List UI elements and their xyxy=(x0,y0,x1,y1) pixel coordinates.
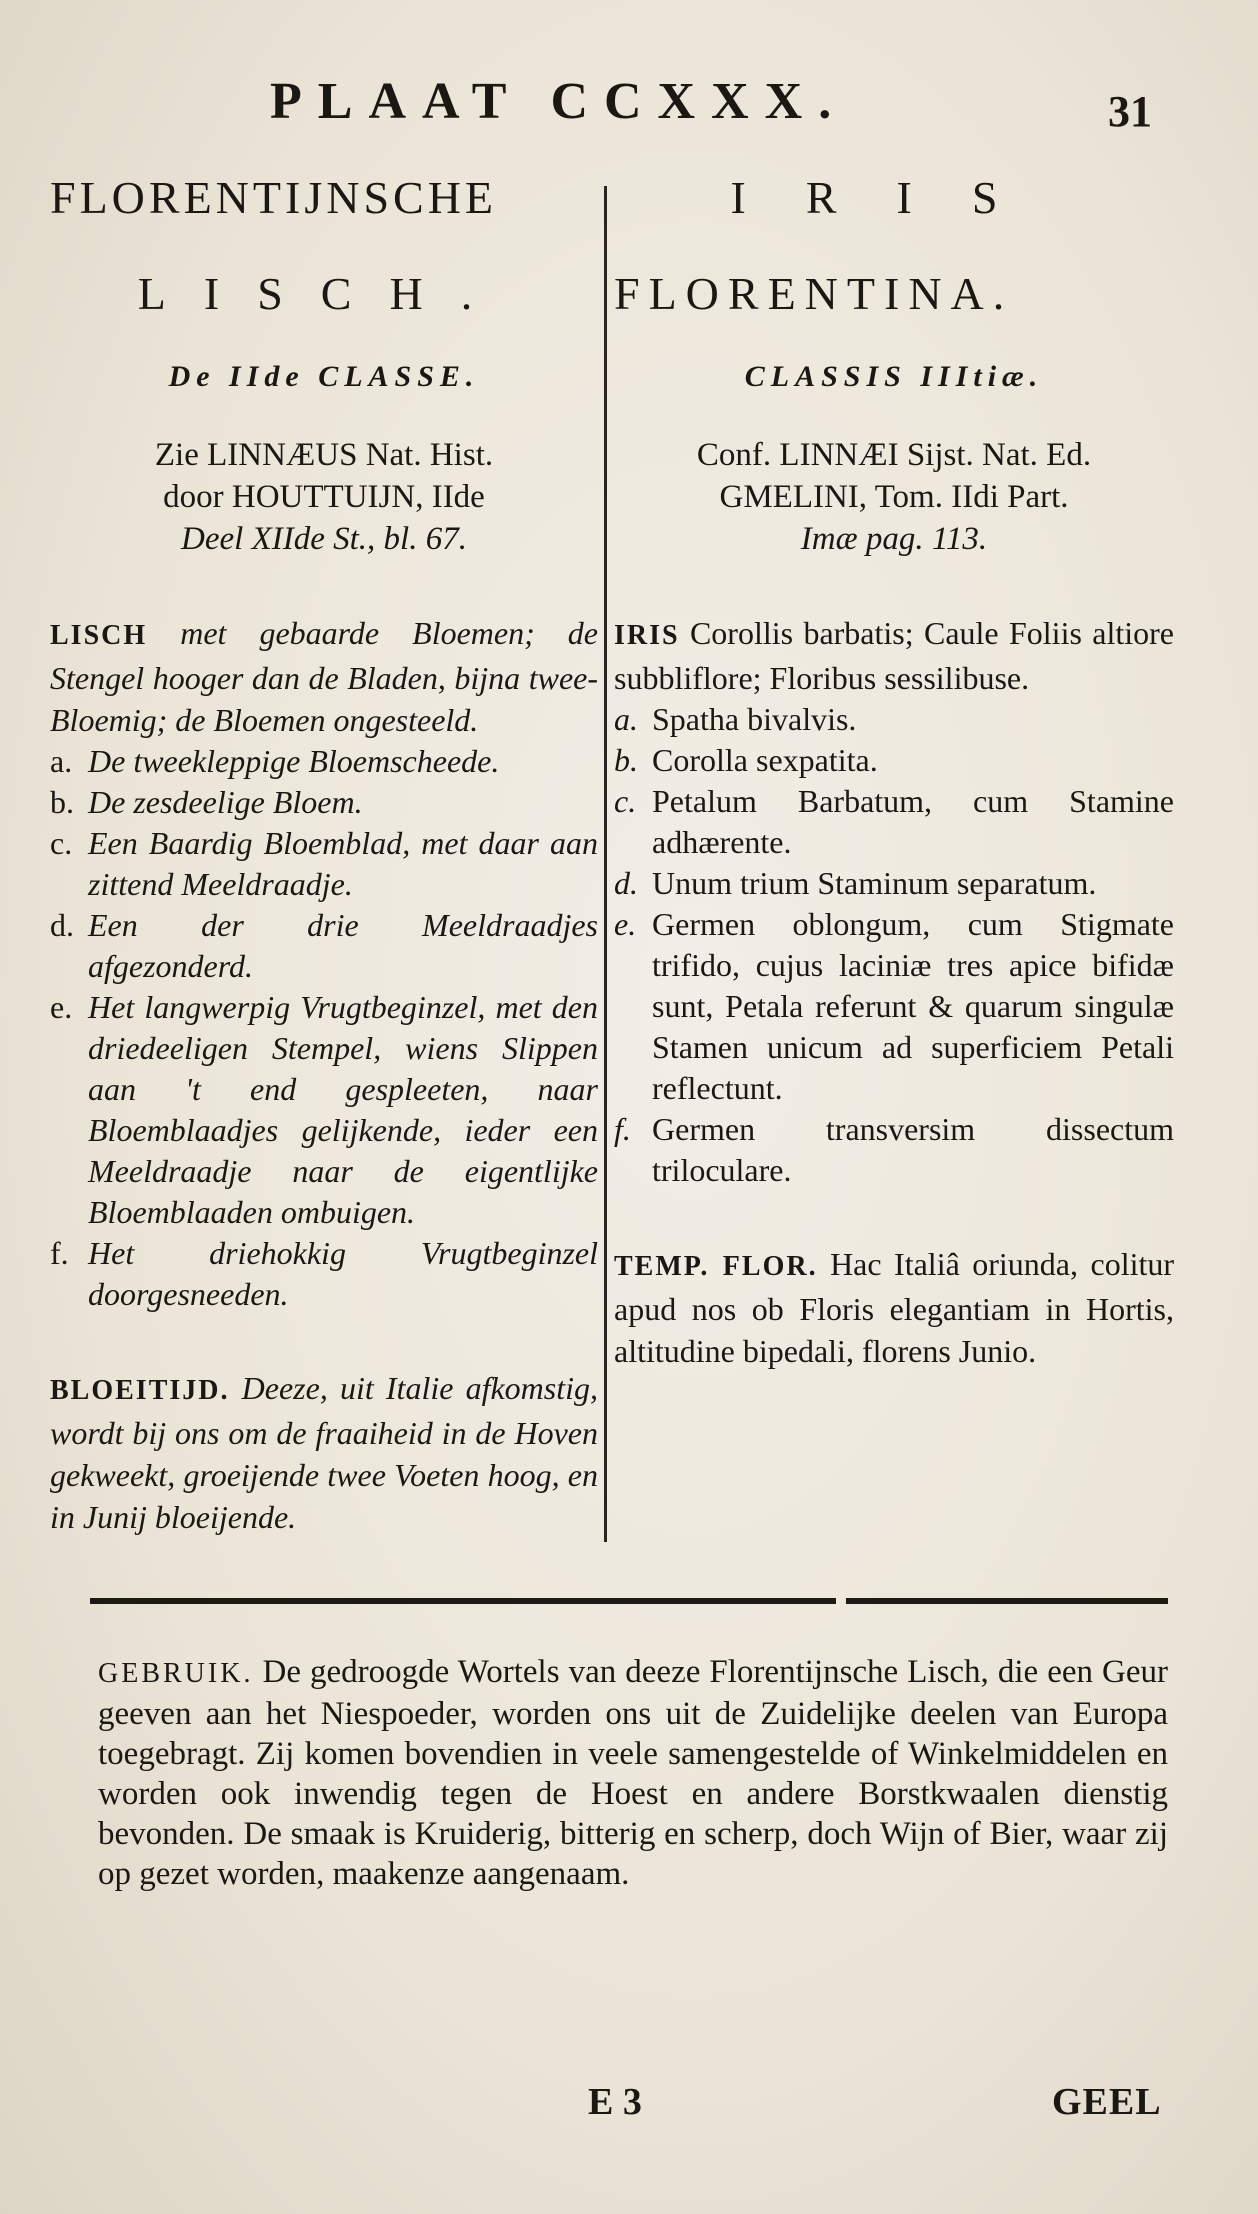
list-item xyxy=(614,1109,1174,1191)
list-item xyxy=(614,781,1174,863)
section-rule-left xyxy=(90,1598,836,1604)
dutch-flowering xyxy=(50,1367,598,1538)
latin-column xyxy=(614,150,1174,1372)
item-text: Corolla sexpatita. xyxy=(652,742,878,778)
item-letter: d. xyxy=(50,907,74,943)
dutch-column xyxy=(50,150,598,1538)
item-text: Het langwerpig Vrugtbeginzel, met den driedeeligen Stempel, wiens Slippen aan 't end gespleeten, naar Bloemblaadjes gelijkende, ieder een Meeldraadje naar de eigentlijke Bloemblaaden ombuigen. xyxy=(88,989,598,1230)
dutch-description xyxy=(50,612,598,741)
latin-ref-line2: GMELINI, Tom. IIdi Part. xyxy=(719,479,1069,515)
item-letter: b. xyxy=(614,742,638,778)
list-item xyxy=(614,740,1174,781)
latin-desc-lead: IRIS xyxy=(614,620,680,651)
column-divider xyxy=(604,186,607,1542)
latin-reference xyxy=(614,434,1174,560)
item-letter: e. xyxy=(50,989,73,1025)
list-item xyxy=(614,904,1174,1109)
latin-title-line1: IRIS xyxy=(730,172,1058,223)
item-text: De tweekleppige Bloemscheede. xyxy=(88,743,500,779)
usage-paragraph xyxy=(98,1652,1168,1894)
latin-flower-lead: TEMP. FLOR. xyxy=(614,1251,818,1282)
item-text: Unum trium Staminum separatum. xyxy=(652,865,1097,901)
item-text: Het driehokkig Vrugtbeginzel doorgesneeden. xyxy=(88,1235,598,1312)
item-letter: f. xyxy=(614,1111,631,1147)
latin-ref-line1: Conf. LINNÆI Sijst. Nat. Ed. xyxy=(696,437,1092,473)
item-text: De zesdeelige Bloem. xyxy=(88,784,363,820)
dutch-ref-line2: door HOUTTUIJN, IIde xyxy=(163,479,485,515)
item-text: Petalum Barbatum, cum Stamine adhærente. xyxy=(652,783,1174,860)
latin-description xyxy=(614,612,1174,699)
dutch-title-line1: FLORENTIJNSCHE xyxy=(50,172,498,223)
dutch-flower-lead: BLOEITIJD. xyxy=(50,1375,230,1406)
item-letter: a. xyxy=(614,701,638,737)
latin-title-line2: FLORENTINA. xyxy=(614,268,1014,319)
latin-flower-text: Hac Italiâ oriunda, colitur apud nos ob Floris elegantiam in Hortis, altitudine bipedali, florens Junio. xyxy=(614,1246,1175,1369)
dutch-ref-line3: Deel XIIde St., bl. 67. xyxy=(181,521,467,557)
item-letter: c. xyxy=(614,783,637,819)
dutch-title-line2: LISCH. xyxy=(137,268,511,319)
item-letter: c. xyxy=(50,825,73,861)
catchword: GEEL xyxy=(1052,2081,1162,2123)
dutch-ref-line1: Zie LINNÆUS Nat. Hist. xyxy=(154,437,494,473)
dutch-reference xyxy=(50,434,598,560)
dutch-desc-text: met gebaarde Bloemen; de Stengel hooger dan de Bladen, bijna twee-Bloemig; de Bloemen ongesteeld. xyxy=(50,615,599,738)
latin-desc-text: Corollis barbatis; Caule Foliis altiore subbliflore; Floribus sessilibuse. xyxy=(614,615,1174,696)
dutch-flower-text: Deeze, uit Italie afkomstig, wordt bij ons om de fraaiheid in de Hoven gekweekt, groeijende twee Voeten hoog, en in Junij bloeijende. xyxy=(50,1370,599,1535)
dutch-figure-list xyxy=(50,741,598,1315)
item-text: Een Baardig Bloemblad, met daar aan zittend Meeldraadje. xyxy=(88,825,598,902)
item-text: Een der drie Meeldraadjes afgezonderd. xyxy=(88,907,598,984)
item-letter: a. xyxy=(50,743,73,779)
plate-title: PLAAT CCXXX. xyxy=(270,73,848,130)
list-item xyxy=(50,823,598,905)
item-letter: d. xyxy=(614,865,638,901)
latin-figure-list xyxy=(614,699,1174,1191)
list-item xyxy=(50,987,598,1233)
signature-mark: E 3 xyxy=(588,2081,642,2123)
latin-ref-line3: Imæ pag. 113. xyxy=(800,521,988,557)
section-rule-right xyxy=(846,1598,1168,1604)
item-text: Germen transversim dissectum triloculare. xyxy=(652,1111,1174,1188)
list-item xyxy=(50,1233,598,1315)
list-item xyxy=(614,699,1174,740)
item-text: Germen oblongum, cum Stigmate trifido, cujus laciniæ tres apice bifidæ sunt, Petala referunt & quarum singulæ Stamen unicum ad superficiem Petali reflectunt. xyxy=(652,906,1174,1106)
usage-text: De gedroogde Wortels van deeze Florentijnsche Lisch, die een Geur geeven aan het Niespoeder, worden ons uit de Zuidelijke deelen van Europa toegebragt. Zij komen bovendien in veele samengestelde of Winkelmiddelen en worden ook inwendig tegen de Hoest en andere Borstkwaalen dienstig bevonden. De smaak is Kruiderig, bitterig en scherp, doch Wijn of Bier, waar zij op gezet worden, maakenze aangenaam. xyxy=(98,1654,1168,1892)
item-text: Spatha bivalvis. xyxy=(652,701,857,737)
item-letter: f. xyxy=(50,1235,69,1271)
latin-flowering xyxy=(614,1243,1174,1372)
list-item xyxy=(50,741,598,782)
usage-lead: GEBRUIK. xyxy=(98,1658,254,1689)
list-item xyxy=(50,905,598,987)
dutch-desc-lead: LISCH xyxy=(50,620,148,651)
latin-classe: CLASSIS IIItiæ. xyxy=(744,360,1044,393)
item-letter: e. xyxy=(614,906,637,942)
item-letter: b. xyxy=(50,784,74,820)
dutch-classe: De IIde CLASSE. xyxy=(168,360,480,393)
list-item xyxy=(614,863,1174,904)
page-number: 31 xyxy=(1108,87,1152,136)
list-item xyxy=(50,782,598,823)
